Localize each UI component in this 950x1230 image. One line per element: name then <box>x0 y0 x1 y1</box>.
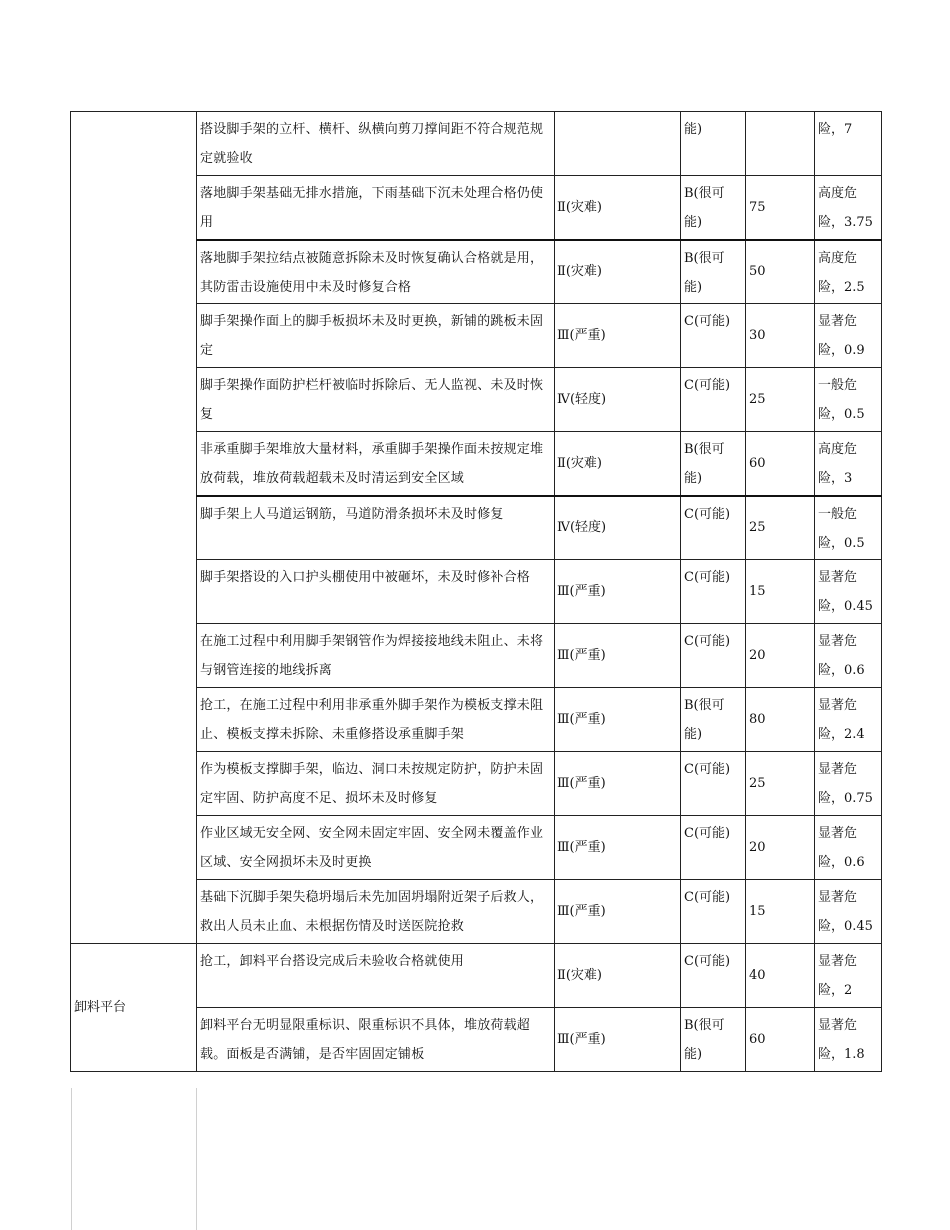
score-cell: 25 <box>746 496 815 560</box>
risk-assessment-table <box>70 111 882 1072</box>
likelihood-cell: C(可能) <box>681 496 746 560</box>
severity-cell: Ⅲ(严重) <box>555 1008 681 1072</box>
hazard-description-cell: 脚手架操作面上的脚手板损坏未及时更换，新铺的跳板未固定 <box>197 304 555 368</box>
score-cell: 30 <box>746 304 815 368</box>
likelihood-cell: B(很可能) <box>681 432 746 496</box>
faint-mid-line <box>196 1088 197 1230</box>
hazard-description-cell: 非承重脚手架堆放大量材料，承重脚手架操作面未按规定堆放荷载，堆放荷载超载未及时清运到安全区域 <box>197 432 555 496</box>
faint-left-line <box>71 1088 72 1230</box>
score-cell: 75 <box>746 176 815 240</box>
hazard-description-cell: 落地脚手架拉结点被随意拆除未及时恢复确认合格就是用，其防雷击设施使用中未及时修复合格 <box>197 240 555 304</box>
severity-cell: Ⅱ(灾难) <box>555 432 681 496</box>
hazard-description-cell: 在施工过程中利用脚手架钢管作为焊接接地线未阻止、未将与钢管连接的地线拆离 <box>197 624 555 688</box>
hazard-description-cell: 脚手架上人马道运钢筋，马道防滑条损坏未及时修复 <box>197 496 555 560</box>
score-cell: 25 <box>746 368 815 432</box>
severity-cell: Ⅲ(严重) <box>555 688 681 752</box>
severity-cell: Ⅲ(严重) <box>555 880 681 944</box>
table-row <box>71 944 882 1008</box>
risk-level-cell: 一般危险，0.5 <box>815 368 882 432</box>
hazard-description-cell: 基础下沉脚手架失稳坍塌后未先加固坍塌附近架子后救人，救出人员未止血、未根据伤情及时送医院抢救 <box>197 880 555 944</box>
hazard-description-cell: 脚手架操作面防护栏杆被临时拆除后、无人监视、未及时恢复 <box>197 368 555 432</box>
hazard-description-cell: 作为模板支撑脚手架，临边、洞口未按规定防护，防护未固定牢固、防护高度不足、损坏未及时修复 <box>197 752 555 816</box>
likelihood-cell: 能) <box>681 112 746 176</box>
score-cell: 15 <box>746 880 815 944</box>
risk-level-cell: 显著危险，0.45 <box>815 560 882 624</box>
score-cell: 20 <box>746 816 815 880</box>
likelihood-cell: C(可能) <box>681 304 746 368</box>
table-row <box>71 112 882 176</box>
severity-cell: Ⅱ(灾难) <box>555 944 681 1008</box>
score-cell: 25 <box>746 752 815 816</box>
hazard-description-cell: 脚手架搭设的入口护头棚使用中被砸坏，未及时修补合格 <box>197 560 555 624</box>
score-cell: 60 <box>746 432 815 496</box>
risk-level-cell: 显著危险，2.4 <box>815 688 882 752</box>
risk-level-cell: 高度危险，3 <box>815 432 882 496</box>
likelihood-cell: C(可能) <box>681 624 746 688</box>
hazard-description-cell: 卸料平台无明显限重标识、限重标识不具体，堆放荷载超载。面板是否满铺，是否牢固固定铺板 <box>197 1008 555 1072</box>
risk-level-cell: 显著危险，0.45 <box>815 880 882 944</box>
likelihood-cell: C(可能) <box>681 560 746 624</box>
score-cell <box>746 112 815 176</box>
score-cell: 50 <box>746 240 815 304</box>
likelihood-cell: B(很可能) <box>681 176 746 240</box>
severity-cell: Ⅲ(严重) <box>555 624 681 688</box>
hazard-description-cell: 搭设脚手架的立杆、横杆、纵横向剪刀撑间距不符合规范规定就验收 <box>197 112 555 176</box>
severity-cell: Ⅲ(严重) <box>555 816 681 880</box>
likelihood-cell: C(可能) <box>681 752 746 816</box>
hazard-description-cell: 落地脚手架基础无排水措施，下雨基础下沉未处理合格仍使用 <box>197 176 555 240</box>
risk-level-cell: 高度危险，2.5 <box>815 240 882 304</box>
likelihood-cell: B(很可能) <box>681 688 746 752</box>
likelihood-cell: C(可能) <box>681 368 746 432</box>
risk-level-cell: 显著危险，0.75 <box>815 752 882 816</box>
severity-cell: Ⅱ(灾难) <box>555 240 681 304</box>
score-cell: 60 <box>746 1008 815 1072</box>
hazard-description-cell: 抢工，卸料平台搭设完成后未验收合格就使用 <box>197 944 555 1008</box>
risk-level-cell: 一般危险，0.5 <box>815 496 882 560</box>
risk-level-cell: 显著危险，1.8 <box>815 1008 882 1072</box>
score-cell: 40 <box>746 944 815 1008</box>
likelihood-cell: C(可能) <box>681 816 746 880</box>
severity-cell <box>555 112 681 176</box>
likelihood-cell: C(可能) <box>681 944 746 1008</box>
severity-cell: Ⅲ(严重) <box>555 560 681 624</box>
risk-level-cell: 显著危险，0.9 <box>815 304 882 368</box>
hazard-description-cell: 作业区域无安全网、安全网未固定牢固、安全网未覆盖作业区域、安全网损坏未及时更换 <box>197 816 555 880</box>
score-cell: 80 <box>746 688 815 752</box>
category-cell: 卸料平台 <box>71 944 197 1072</box>
severity-cell: Ⅲ(严重) <box>555 304 681 368</box>
likelihood-cell: C(可能) <box>681 880 746 944</box>
severity-cell: Ⅳ(轻度) <box>555 496 681 560</box>
likelihood-cell: B(很可能) <box>681 1008 746 1072</box>
hazard-description-cell: 抢工，在施工过程中利用非承重外脚手架作为模板支撑未阻止、模板支撑未拆除、未重修搭设承重脚手架 <box>197 688 555 752</box>
severity-cell: Ⅳ(轻度) <box>555 368 681 432</box>
risk-level-cell: 高度危险，3.75 <box>815 176 882 240</box>
risk-level-cell: 显著危险，0.6 <box>815 624 882 688</box>
score-cell: 20 <box>746 624 815 688</box>
risk-level-cell: 显著危险，2 <box>815 944 882 1008</box>
risk-level-cell: 显著危险，0.6 <box>815 816 882 880</box>
category-cell <box>71 112 197 944</box>
severity-cell: Ⅱ(灾难) <box>555 176 681 240</box>
risk-level-cell: 险，7 <box>815 112 882 176</box>
severity-cell: Ⅲ(严重) <box>555 752 681 816</box>
likelihood-cell: B(很可能) <box>681 240 746 304</box>
score-cell: 15 <box>746 560 815 624</box>
